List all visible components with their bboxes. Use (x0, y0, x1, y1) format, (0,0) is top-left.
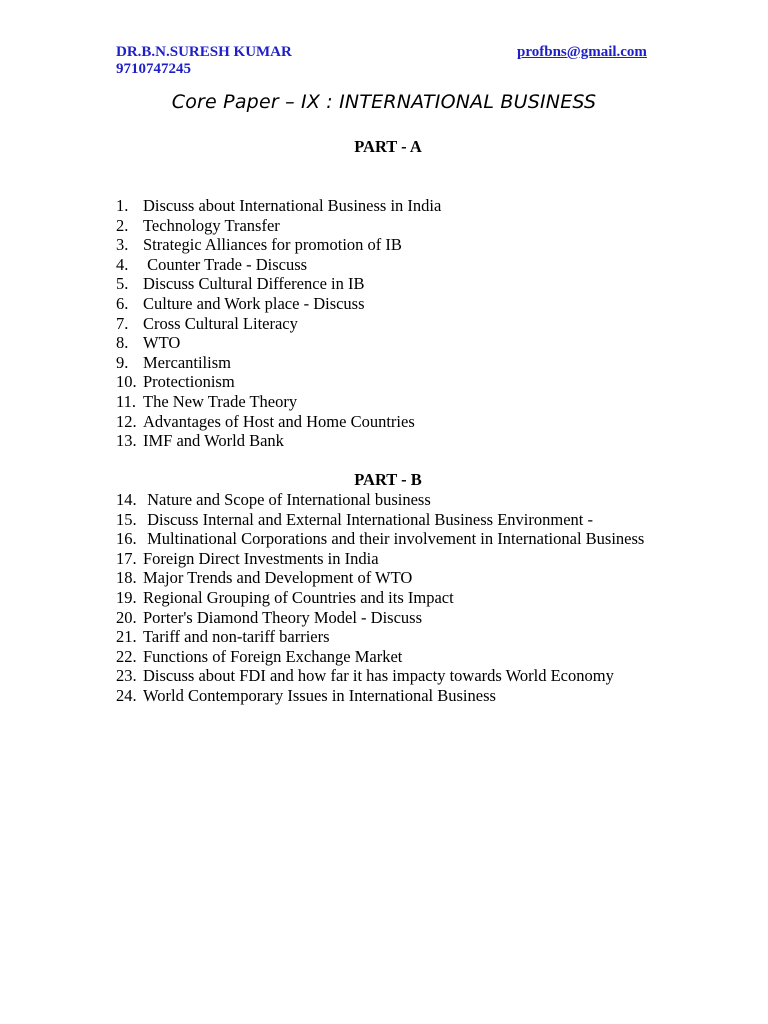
list-item (116, 627, 656, 647)
item-number: 10. (116, 372, 137, 392)
item-number: 24. (116, 685, 137, 705)
item-text: Cross Cultural Literacy (143, 313, 298, 333)
part-b-heading: PART - B (354, 470, 422, 489)
item-number: 18. (116, 568, 137, 588)
list-item (116, 568, 656, 588)
item-text: IMF and World Bank (143, 431, 284, 451)
list-item (116, 431, 656, 451)
item-number: 9. (116, 352, 129, 372)
list-item (116, 686, 656, 706)
item-text: Major Trends and Development of WTO (143, 568, 413, 588)
item-number: 20. (116, 607, 137, 627)
item-number: 14. (116, 490, 137, 509)
item-text: Tariff and non-tariff barriers (143, 627, 330, 647)
item-number: 1. (116, 196, 129, 215)
item-number: 2. (116, 215, 129, 235)
item-text: Multinational Corporations and their involvement in International Business (143, 529, 645, 549)
item-text: Discuss about FDI and how far it has impacty towards World Economy (143, 666, 614, 686)
list-item (116, 255, 656, 275)
list-item (116, 333, 656, 353)
item-text: Counter Trade - Discuss (143, 254, 308, 274)
item-text: Strategic Alliances for promotion of IB (143, 235, 402, 255)
list-item (116, 490, 656, 510)
list-item (116, 549, 656, 569)
item-text: The New Trade Theory (143, 391, 298, 411)
list-item (116, 412, 656, 432)
item-number: 5. (116, 274, 129, 294)
item-number: 3. (116, 235, 129, 255)
item-number: 16. (116, 529, 137, 549)
part-a-question-list (116, 196, 656, 451)
item-number: 6. (116, 293, 129, 313)
part-a-heading: PART - A (354, 137, 422, 156)
list-item (116, 608, 656, 628)
item-number: 23. (116, 666, 137, 686)
document-title: Core Paper – IX : INTERNATIONAL BUSINESS (171, 91, 597, 113)
item-text: Discuss Internal and External International Business Environment - (143, 509, 593, 529)
item-number: 12. (116, 411, 137, 431)
item-number: 22. (116, 646, 137, 666)
list-item (116, 510, 656, 530)
item-text: Discuss about International Business in India (143, 196, 442, 215)
item-text: Culture and Work place - Discuss (143, 293, 365, 313)
list-item (116, 216, 656, 236)
author-phone: 9710747245 (116, 61, 191, 77)
list-item (116, 314, 656, 334)
part-b-question-list (116, 490, 656, 706)
item-text: Technology Transfer (143, 215, 280, 235)
list-item (116, 392, 656, 412)
list-item (116, 647, 656, 667)
item-text: Mercantilism (143, 352, 231, 372)
item-number: 8. (116, 333, 129, 353)
item-text: Foreign Direct Investments in India (143, 548, 379, 568)
item-number: 15. (116, 509, 137, 529)
item-number: 21. (116, 627, 137, 647)
list-item (116, 666, 656, 686)
item-number: 7. (116, 313, 129, 333)
item-number: 13. (116, 431, 137, 451)
list-item (116, 294, 656, 314)
item-text: Porter's Diamond Theory Model - Discuss (143, 607, 423, 627)
list-item (116, 353, 656, 373)
list-item (116, 196, 656, 216)
author-name: DR.B.N.SURESH KUMAR (116, 44, 292, 60)
item-text: Advantages of Host and Home Countries (143, 411, 415, 431)
item-number: 11. (116, 391, 137, 411)
item-text: World Contemporary Issues in International Business (143, 685, 496, 705)
list-item (116, 274, 656, 294)
item-number: 4. (116, 254, 129, 274)
list-item (116, 372, 656, 392)
item-number: 17. (116, 548, 137, 568)
list-item (116, 588, 656, 608)
item-text: Regional Grouping of Countries and its Impact (143, 587, 454, 607)
item-text: Nature and Scope of International business (143, 490, 431, 509)
item-text: Discuss Cultural Difference in IB (143, 274, 365, 294)
item-text: Protectionism (143, 372, 235, 392)
author-email-link[interactable]: profbns@gmail.com (517, 44, 647, 60)
item-text: WTO (143, 333, 181, 353)
list-item (116, 529, 656, 549)
item-number: 19. (116, 587, 137, 607)
item-text: Functions of Foreign Exchange Market (143, 646, 403, 666)
list-item (116, 235, 656, 255)
